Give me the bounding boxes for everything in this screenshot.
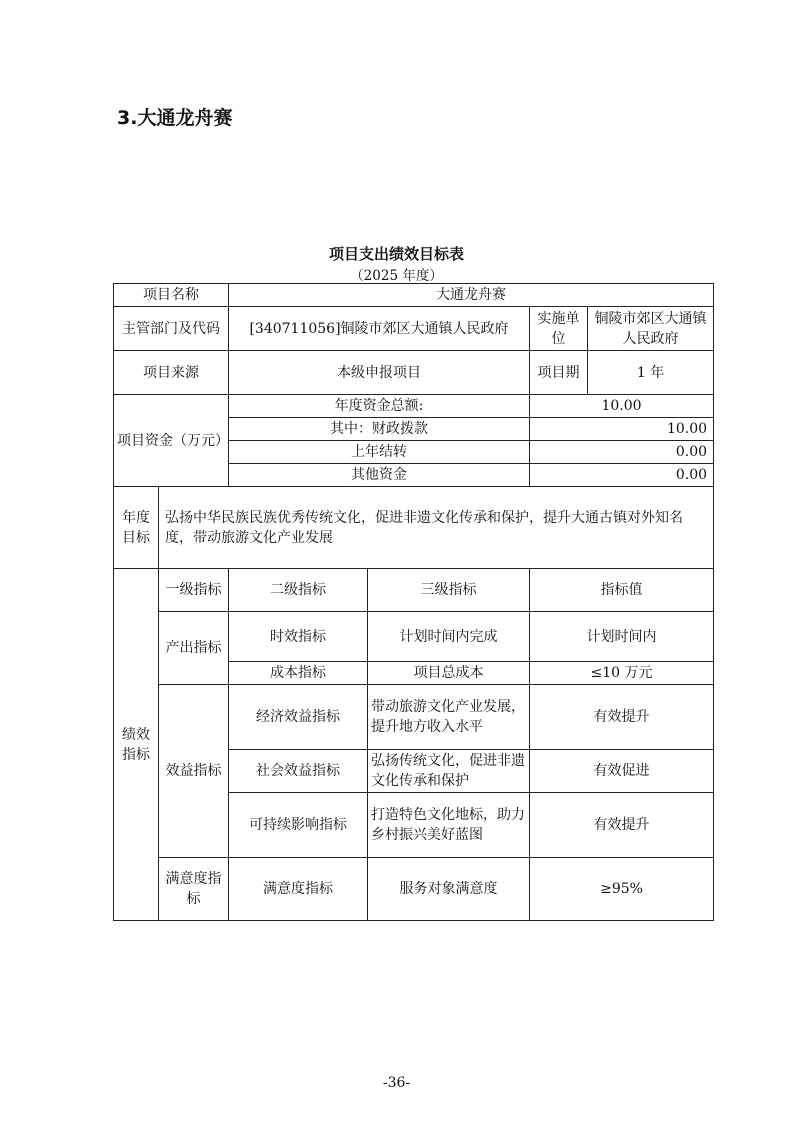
- indicator-level2: 满意度指标: [229, 858, 368, 921]
- funds-total-label: 年度资金总额:: [229, 395, 530, 418]
- funds-carry-label: 上年结转: [229, 441, 530, 464]
- output-indicator-label: 产出指标: [159, 612, 229, 685]
- funds-label: 项目资金（万元）: [114, 395, 229, 487]
- funds-fiscal-label: 其中：财政拨款: [229, 418, 530, 441]
- annual-goal-text: 弘扬中华民族民族优秀传统文化，促进非遗文化传承和保护，提升大通古镇对外知名度，带动旅游文化产业发展: [159, 487, 714, 569]
- satisfaction-indicator-label: 满意度指标: [159, 858, 229, 921]
- project-name-label: 项目名称: [114, 284, 229, 307]
- table-title: 项目支出绩效目标表: [328, 245, 464, 263]
- indicator-level3: 计划时间内完成: [368, 612, 530, 662]
- table-subtitle: （2025 年度）: [350, 268, 443, 284]
- funds-fiscal-value: 10.00: [530, 418, 714, 441]
- indicator-value: 计划时间内: [530, 612, 714, 662]
- section-heading: 3.大通龙舟赛: [117, 107, 233, 129]
- indicator-level2: 时效指标: [229, 612, 368, 662]
- indicator-level2: 社会效益指标: [229, 750, 368, 793]
- indicator-level2: 成本指标: [229, 662, 368, 685]
- indicator-value: 有效促进: [530, 750, 714, 793]
- indicator-level3: 项目总成本: [368, 662, 530, 685]
- dept-value: [340711056]铜陵市郊区大通镇人民政府: [229, 307, 530, 351]
- funds-other-value: 0.00: [530, 464, 714, 487]
- funds-carry-value: 0.00: [530, 441, 714, 464]
- benefit-indicator-label: 效益指标: [159, 685, 229, 858]
- impl-value: 铜陵市郊区大通镇人民政府: [588, 307, 714, 351]
- page-number: -36-: [382, 1075, 411, 1091]
- indicator-value: ≤10 万元: [530, 662, 714, 685]
- performance-table: [113, 283, 714, 921]
- header-level1: 一级指标: [159, 569, 229, 612]
- header-level3: 三级指标: [368, 569, 530, 612]
- indicator-level3: 带动旅游文化产业发展，提升地方收入水平: [368, 685, 530, 750]
- period-value: 1 年: [588, 351, 714, 395]
- indicator-level3: 打造特色文化地标，助力乡村振兴美好蓝图: [368, 793, 530, 858]
- impl-label: 实施单位: [530, 307, 588, 351]
- project-name-value: 大通龙舟赛: [229, 284, 714, 307]
- indicator-value: 有效提升: [530, 685, 714, 750]
- indicator-level2: 可持续影响指标: [229, 793, 368, 858]
- indicator-level2: 经济效益指标: [229, 685, 368, 750]
- indicators-section-label: 绩效指标: [114, 569, 159, 921]
- indicator-value: 有效提升: [530, 793, 714, 858]
- header-value: 指标值: [530, 569, 714, 612]
- funds-total-value: 10.00: [530, 395, 714, 418]
- period-label: 项目期: [530, 351, 588, 395]
- funds-other-label: 其他资金: [229, 464, 530, 487]
- header-level2: 二级指标: [229, 569, 368, 612]
- indicator-level3: 弘扬传统文化，促进非遗文化传承和保护: [368, 750, 530, 793]
- annual-goal-label: 年度目标: [114, 487, 159, 569]
- indicator-value: ≥95%: [530, 858, 714, 921]
- dept-label: 主管部门及代码: [114, 307, 229, 351]
- indicator-level3: 服务对象满意度: [368, 858, 530, 921]
- source-value: 本级申报项目: [229, 351, 530, 395]
- source-label: 项目来源: [114, 351, 229, 395]
